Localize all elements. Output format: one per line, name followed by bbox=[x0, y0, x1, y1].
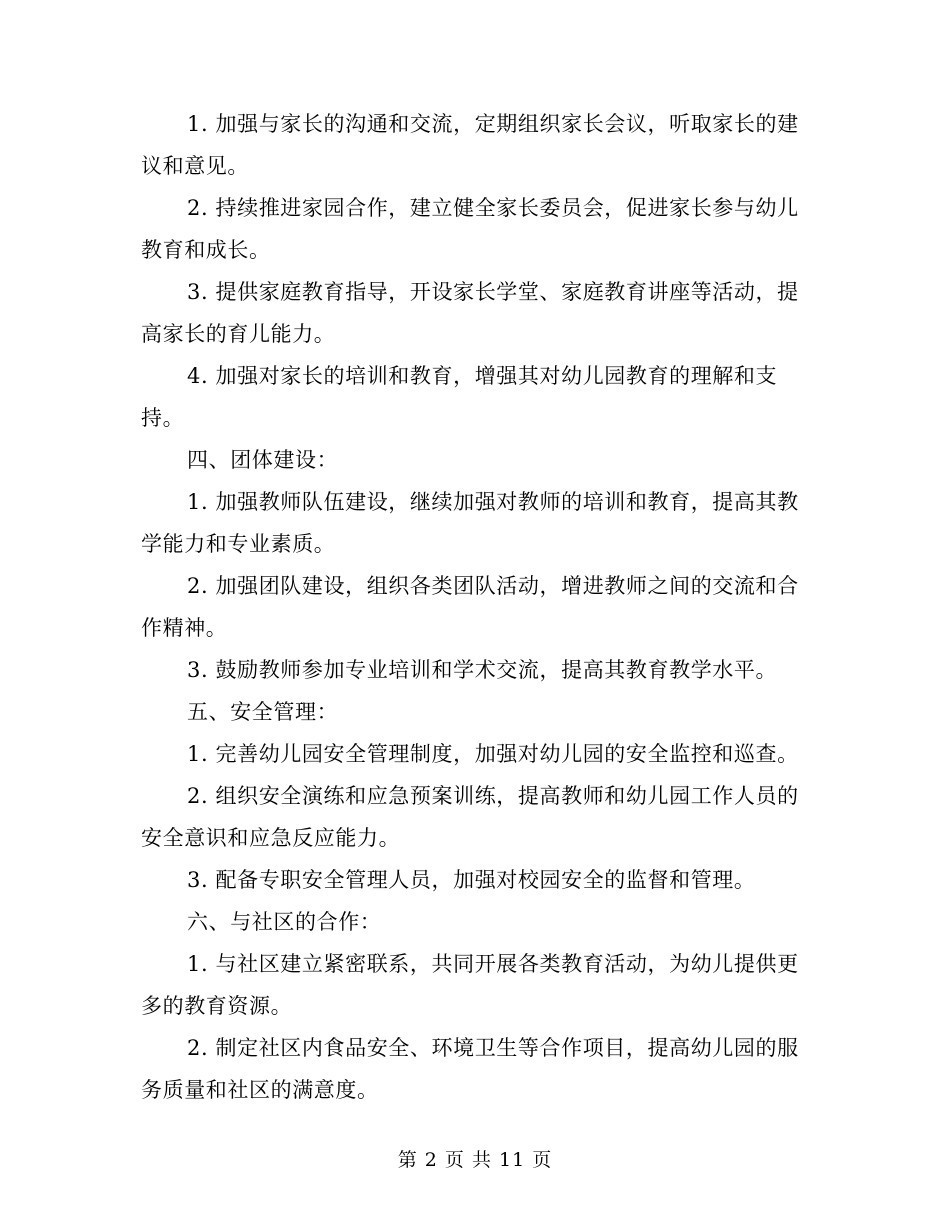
paragraph-line: 议和意见。 bbox=[141, 154, 249, 178]
paragraph-line: 3. 鼓励教师参加专业培训和学术交流，提高其教育教学水平。 bbox=[187, 658, 778, 682]
paragraph-line: 1. 与社区建立紧密联系，共同开展各类教育活动，为幼儿提供更 bbox=[187, 952, 799, 976]
page-number-footer: 第 2 页 共 11 页 bbox=[397, 1149, 553, 1171]
section-heading: 五、安全管理： bbox=[187, 700, 339, 724]
paragraph-line: 2. 加强团队建设，组织各类团队活动，增进教师之间的交流和合 bbox=[187, 574, 799, 598]
paragraph-line: 2. 制定社区内食品安全、环境卫生等合作项目，提高幼儿园的服 bbox=[187, 1036, 799, 1060]
paragraph-line: 2. 持续推进家园合作，建立健全家长委员会，促进家长参与幼儿 bbox=[187, 196, 799, 220]
paragraph-line: 作精神。 bbox=[141, 616, 228, 640]
paragraph-line: 安全意识和应急反应能力。 bbox=[141, 826, 401, 850]
paragraph-line: 1. 完善幼儿园安全管理制度，加强对幼儿园的安全监控和巡查。 bbox=[187, 742, 799, 766]
paragraph-line: 务质量和社区的满意度。 bbox=[141, 1078, 379, 1102]
paragraph-line: 3. 配备专职安全管理人员，加强对校园安全的监督和管理。 bbox=[187, 868, 756, 892]
paragraph-line: 3. 提供家庭教育指导，开设家长学堂、家庭教育讲座等活动，提 bbox=[187, 280, 799, 304]
paragraph-line: 学能力和专业素质。 bbox=[141, 532, 336, 556]
section-heading: 四、团体建设： bbox=[187, 448, 339, 472]
paragraph-line: 持。 bbox=[141, 406, 185, 430]
paragraph-line: 教育和成长。 bbox=[141, 238, 271, 262]
paragraph-line: 1. 加强与家长的沟通和交流，定期组织家长会议，听取家长的建 bbox=[187, 112, 799, 136]
paragraph-line: 4. 加强对家长的培训和教育，增强其对幼儿园教育的理解和支 bbox=[187, 364, 778, 388]
section-heading: 六、与社区的合作： bbox=[187, 910, 382, 934]
paragraph-line: 多的教育资源。 bbox=[141, 994, 293, 1018]
paragraph-line: 高家长的育儿能力。 bbox=[141, 322, 336, 346]
paragraph-line: 2. 组织安全演练和应急预案训练，提高教师和幼儿园工作人员的 bbox=[187, 784, 799, 808]
paragraph-line: 1. 加强教师队伍建设，继续加强对教师的培训和教育，提高其教 bbox=[187, 490, 799, 514]
